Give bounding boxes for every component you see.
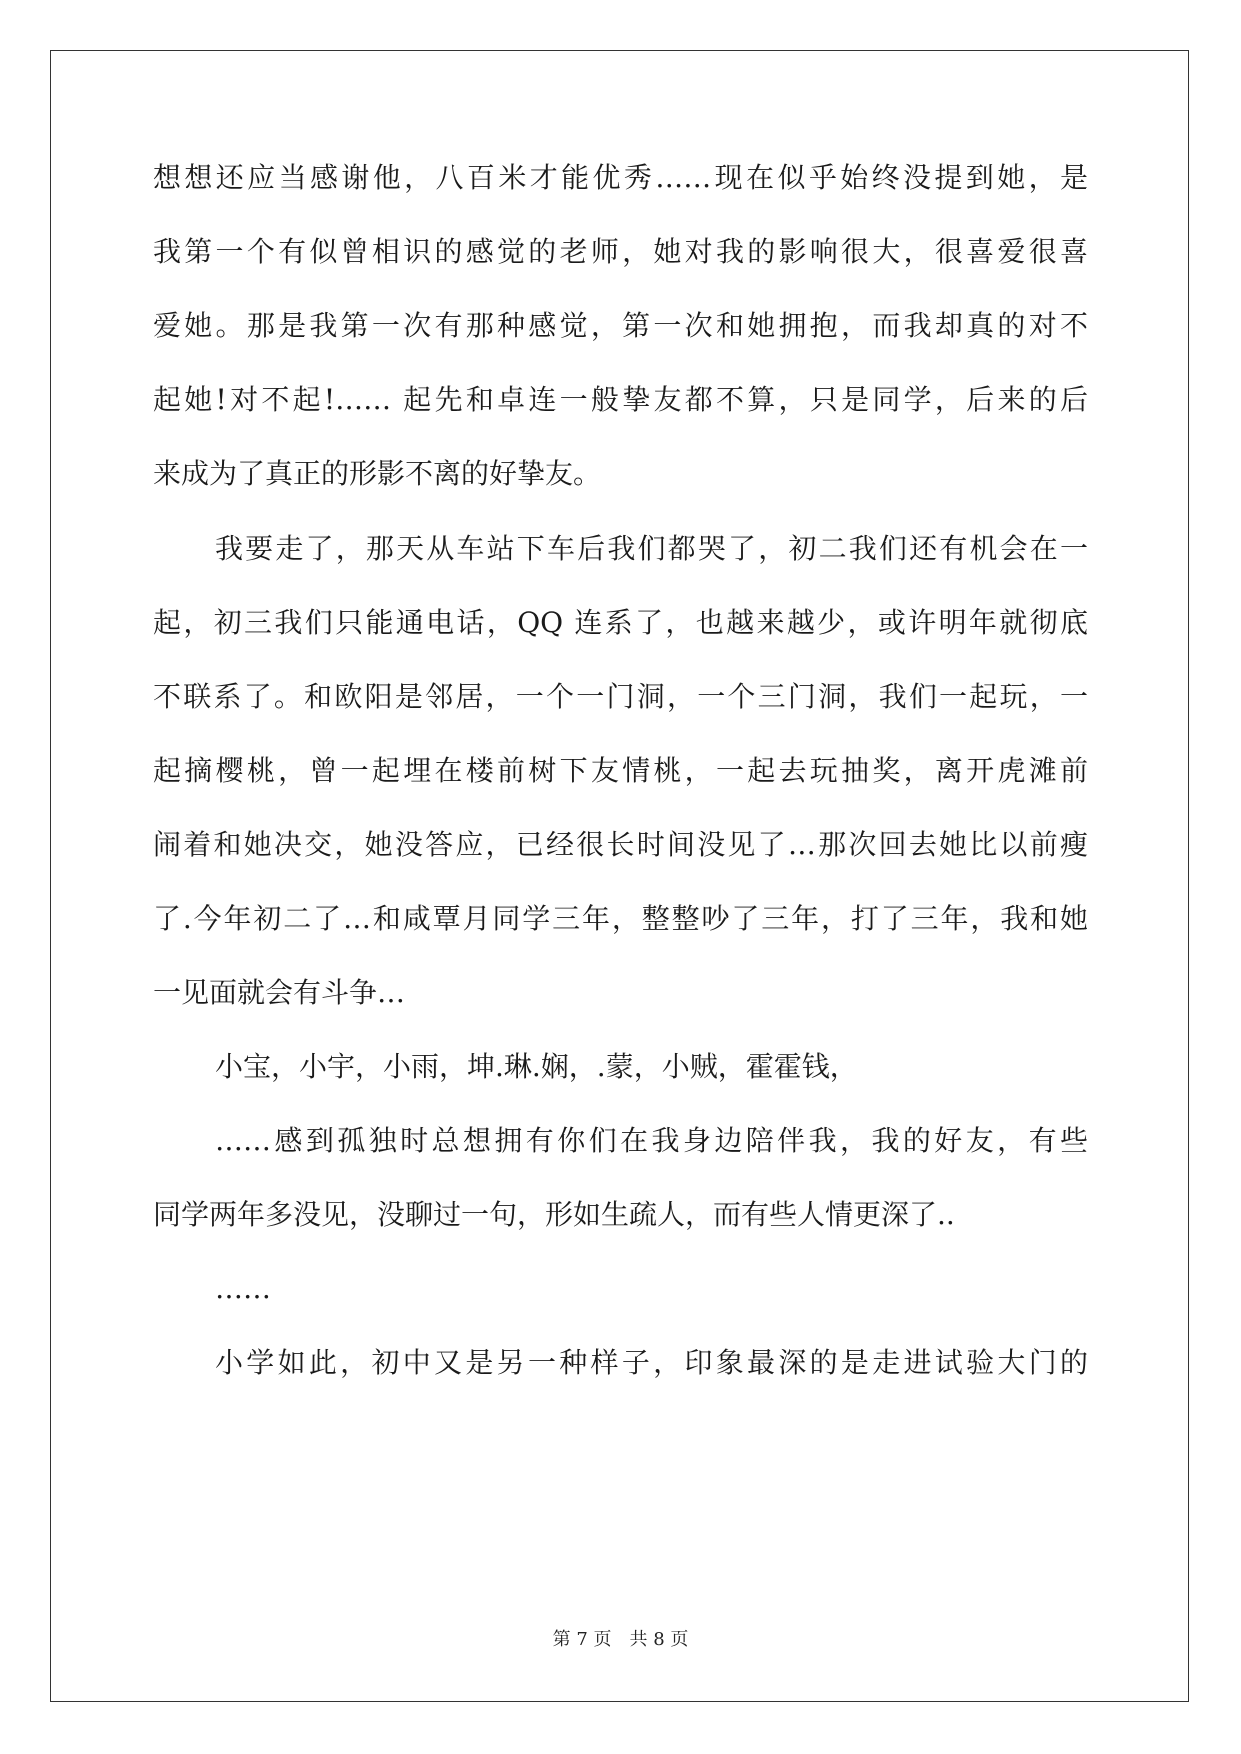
text-line: 我要走了，那天从车站下车后我们都哭了，初二我们还有机会在一 <box>215 532 1088 565</box>
text-line: 我第一个有似曾相识的感觉的老师，她对我的影响很大，很喜爱很喜 <box>153 235 1088 268</box>
page-border <box>50 50 1189 1702</box>
text-line: 一见面就会有斗争… <box>153 976 406 1009</box>
text-line: …… <box>215 1272 271 1305</box>
text-line: 想想还应当感谢他，八百米才能优秀……现在似乎始终没提到她，是 <box>153 161 1088 194</box>
text-line: 起她!对不起!…… 起先和卓连一般挚友都不算，只是同学，后来的后 <box>153 383 1088 416</box>
text-line: 小宝，小宇，小雨，坤.琳.娴，.蒙，小贼，霍霍钱， <box>215 1050 858 1083</box>
text-line: 同学两年多没见，没聊过一句，形如生疏人，而有些人情更深了.. <box>153 1198 955 1231</box>
text-line: 了.今年初二了…和咸覃月同学三年，整整吵了三年，打了三年，我和她 <box>153 902 1088 935</box>
text-line: 不联系了。和欧阳是邻居，一个一门洞，一个三门洞，我们一起玩，一 <box>153 680 1088 713</box>
text-line: 起，初三我们只能通电话，QQ 连系了，也越来越少，或许明年就彻底 <box>153 606 1088 639</box>
page-number-footer: 第 7 页 共 8 页 <box>552 1629 689 1650</box>
text-line: ……感到孤独时总想拥有你们在我身边陪伴我，我的好友，有些 <box>215 1124 1088 1157</box>
text-line: 小学如此，初中又是另一种样子，印象最深的是走进试验大门的 <box>215 1346 1088 1379</box>
text-line: 爱她。那是我第一次有那种感觉，第一次和她拥抱，而我却真的对不 <box>153 309 1088 342</box>
text-line: 起摘樱桃，曾一起埋在楼前树下友情桃，一起去玩抽奖，离开虎滩前 <box>153 754 1088 787</box>
text-line: 来成为了真正的形影不离的好挚友。 <box>153 457 602 490</box>
text-line: 闹着和她决交，她没答应，已经很长时间没见了…那次回去她比以前瘦 <box>153 828 1088 861</box>
